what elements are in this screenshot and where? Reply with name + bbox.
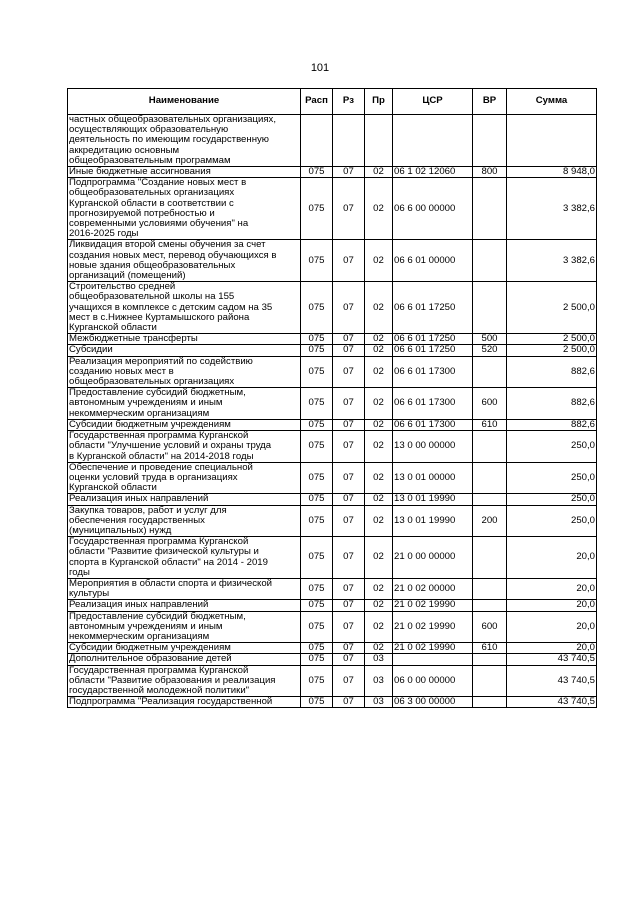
table-row (68, 115, 597, 167)
pr-cell: 02 (365, 419, 393, 430)
header-sum: Сумма (507, 89, 597, 115)
rz-cell: 07 (333, 282, 365, 334)
header-pr: Пр (365, 89, 393, 115)
row-name-line: Субсидии бюджетным учреждениям (69, 419, 231, 430)
rz-cell: 07 (333, 462, 365, 494)
row-name-line: общеобразовательных организациях (69, 187, 235, 199)
row-name-line: деятельность по имеющим государственную (69, 134, 269, 146)
header-rasp: Расп (301, 89, 333, 115)
row-name-line: Подпрограмма "Реализация государственной (69, 696, 273, 708)
table-row (68, 167, 597, 178)
row-name-line: культуры (69, 588, 110, 600)
pr-cell: 02 (365, 282, 393, 334)
vr-cell (473, 600, 507, 611)
vr-cell (473, 431, 507, 463)
pr-cell: 02 (365, 578, 393, 599)
rz-cell: 07 (333, 356, 365, 388)
csr-cell: 06 6 01 17250 (393, 334, 473, 345)
rz-cell: 07 (333, 240, 365, 282)
header-name: Наименование (68, 89, 301, 115)
rz-cell: 07 (333, 345, 365, 356)
row-name-cell (68, 282, 301, 334)
table-body (68, 115, 597, 708)
row-name-cell (68, 167, 301, 178)
row-name-line: Субсидии (69, 344, 113, 356)
csr-cell: 06 6 01 17300 (393, 388, 473, 420)
sum-cell: 2 500,0 (507, 282, 597, 334)
row-name-cell (68, 505, 301, 537)
table-row (68, 419, 597, 430)
row-name-line: Строительство средней (69, 281, 176, 293)
csr-cell: 21 0 02 00000 (393, 578, 473, 599)
pr-cell: 02 (365, 431, 393, 463)
pr-cell: 03 (365, 665, 393, 697)
csr-cell: 13 0 00 00000 (393, 431, 473, 463)
row-name-line: Иные бюджетные ассигнования (69, 166, 211, 178)
sum-cell: 43 740,5 (507, 654, 597, 665)
page-number: 101 (310, 62, 330, 74)
pr-cell: 02 (365, 167, 393, 178)
table-row (68, 240, 597, 282)
vr-cell (473, 654, 507, 665)
sum-cell: 43 740,5 (507, 697, 597, 708)
vr-cell (473, 356, 507, 388)
sum-cell: 250,0 (507, 462, 597, 494)
row-name-line: организаций (помещений) (69, 270, 186, 282)
rz-cell: 07 (333, 578, 365, 599)
sum-cell: 20,0 (507, 537, 597, 579)
table-header-row (68, 89, 597, 115)
vr-cell: 520 (473, 345, 507, 356)
pr-cell: 02 (365, 334, 393, 345)
sum-cell: 20,0 (507, 643, 597, 654)
row-name-cell (68, 600, 301, 611)
rz-cell: 07 (333, 431, 365, 463)
row-name-cell (68, 654, 301, 665)
rasp-cell: 075 (301, 505, 333, 537)
sum-cell (507, 115, 597, 167)
row-name-cell (68, 240, 301, 282)
rasp-cell (301, 115, 333, 167)
row-name-line: автономным учреждениям и иным (69, 620, 223, 632)
row-name-line: обеспечения государственных (69, 514, 205, 526)
row-name-line: Обеспечение и проведение специальной (69, 462, 253, 473)
row-name-line: автономным учреждениям и иным (69, 397, 223, 409)
csr-cell: 21 0 00 00000 (393, 537, 473, 579)
vr-cell (473, 240, 507, 282)
row-name-line: прогнозируемой потребностью и (69, 207, 215, 219)
row-name-line: Государственная программа Курганской (69, 665, 249, 676)
rasp-cell: 075 (301, 345, 333, 356)
table-row (68, 578, 597, 599)
table-row (68, 537, 597, 579)
csr-cell: 13 0 01 00000 (393, 462, 473, 494)
rz-cell: 07 (333, 178, 365, 240)
row-name-line: области "Улучшение условий и охраны труда (69, 440, 272, 452)
rz-cell: 07 (333, 494, 365, 505)
csr-cell: 21 0 02 19990 (393, 611, 473, 643)
pr-cell: 02 (365, 494, 393, 505)
row-name-cell (68, 643, 301, 654)
sum-cell: 20,0 (507, 600, 597, 611)
sum-cell: 3 382,6 (507, 240, 597, 282)
rasp-cell: 075 (301, 494, 333, 505)
table-row (68, 505, 597, 537)
row-name-line: созданию новых мест в (69, 365, 174, 377)
row-name-line: создания новых мест, перевод обучающихся в (69, 249, 277, 261)
rasp-cell: 075 (301, 697, 333, 708)
vr-cell (473, 697, 507, 708)
vr-cell: 610 (473, 643, 507, 654)
row-name-line: Подпрограмма "Создание новых мест в (69, 177, 247, 189)
vr-cell: 200 (473, 505, 507, 537)
vr-cell (473, 282, 507, 334)
sum-cell: 20,0 (507, 611, 597, 643)
row-name-line: современными условиями обучения" на (69, 218, 249, 230)
row-name-line: осуществляющих образовательную (69, 124, 229, 136)
sum-cell: 8 948,0 (507, 167, 597, 178)
sum-cell: 2 500,0 (507, 345, 597, 356)
table-row (68, 462, 597, 494)
row-name-line: годы (69, 566, 90, 578)
pr-cell: 02 (365, 462, 393, 494)
row-name-line: Реализация иных направлений (69, 599, 209, 611)
row-name-line: Реализация мероприятий по содействию (69, 356, 253, 367)
row-name-cell (68, 334, 301, 345)
row-name-line: некоммерческим организациям (69, 407, 210, 419)
pr-cell: 02 (365, 600, 393, 611)
rasp-cell: 075 (301, 600, 333, 611)
pr-cell: 02 (365, 240, 393, 282)
rasp-cell: 075 (301, 537, 333, 579)
vr-cell: 500 (473, 334, 507, 345)
row-name-line: Мероприятия в области спорта и физической (69, 578, 273, 589)
rasp-cell: 075 (301, 611, 333, 643)
rz-cell: 07 (333, 611, 365, 643)
rz-cell: 07 (333, 167, 365, 178)
pr-cell: 02 (365, 388, 393, 420)
csr-cell: 13 0 01 19990 (393, 505, 473, 537)
budget-table (67, 88, 597, 708)
pr-cell (365, 115, 393, 167)
row-name-cell (68, 345, 301, 356)
csr-cell: 06 6 01 00000 (393, 240, 473, 282)
row-name-line: Курганской области (69, 482, 157, 494)
row-name-line: общеобразовательным программам (69, 154, 231, 166)
table-row (68, 697, 597, 708)
rz-cell: 07 (333, 419, 365, 430)
table-row (68, 654, 597, 665)
vr-cell (473, 178, 507, 240)
rasp-cell: 075 (301, 334, 333, 345)
row-name-line: государственной молодежной политики" (69, 684, 250, 696)
vr-cell: 600 (473, 611, 507, 643)
rasp-cell: 075 (301, 431, 333, 463)
row-name-cell (68, 115, 301, 167)
row-name-line: области "Развитие физической культуры и (69, 546, 259, 558)
vr-cell (473, 578, 507, 599)
row-name-line: (муниципальных) нужд (69, 524, 172, 536)
pr-cell: 02 (365, 178, 393, 240)
rasp-cell: 075 (301, 356, 333, 388)
row-name-line: Курганской области в соответствии с (69, 197, 234, 209)
row-name-cell (68, 356, 301, 388)
row-name-line: общеобразовательной школы на 155 (69, 291, 235, 303)
row-name-line: Дополнительное образование детей (69, 653, 232, 665)
row-name-line: 2016-2025 годы (69, 228, 139, 240)
table-row (68, 643, 597, 654)
row-name-line: мест в с.Нижнее Куртамышского района (69, 311, 250, 323)
rasp-cell: 075 (301, 240, 333, 282)
row-name-line: Закупка товаров, работ и услуг для (69, 505, 227, 516)
rasp-cell: 075 (301, 462, 333, 494)
row-name-line: новые здания общеобразовательных (69, 259, 236, 271)
rasp-cell: 075 (301, 665, 333, 697)
table-row (68, 431, 597, 463)
rasp-cell: 075 (301, 654, 333, 665)
row-name-line: спорта в Курганской области" на 2014 - 2019 (69, 556, 268, 568)
row-name-cell (68, 388, 301, 420)
vr-cell (473, 537, 507, 579)
sum-cell: 3 382,6 (507, 178, 597, 240)
sum-cell: 882,6 (507, 356, 597, 388)
rasp-cell: 075 (301, 419, 333, 430)
pr-cell: 03 (365, 654, 393, 665)
row-name-line: Государственная программа Курганской (69, 430, 249, 442)
csr-cell: 13 0 01 19990 (393, 494, 473, 505)
header-vr: ВР (473, 89, 507, 115)
table-row (68, 282, 597, 334)
csr-cell: 06 6 00 00000 (393, 178, 473, 240)
sum-cell: 250,0 (507, 505, 597, 537)
row-name-line: оценки условий труда в организациях (69, 471, 238, 483)
row-name-cell (68, 611, 301, 643)
table-row (68, 611, 597, 643)
rasp-cell: 075 (301, 388, 333, 420)
csr-cell: 06 6 01 17250 (393, 345, 473, 356)
row-name-cell (68, 419, 301, 430)
rz-cell: 07 (333, 697, 365, 708)
rasp-cell: 075 (301, 578, 333, 599)
vr-cell (473, 494, 507, 505)
row-name-line: Предоставление субсидий бюджетным, (69, 387, 246, 399)
rasp-cell: 075 (301, 178, 333, 240)
pr-cell: 02 (365, 356, 393, 388)
rz-cell: 07 (333, 334, 365, 345)
rz-cell: 07 (333, 388, 365, 420)
vr-cell (473, 665, 507, 697)
table-row (68, 356, 597, 388)
table-row (68, 178, 597, 240)
rz-cell: 07 (333, 643, 365, 654)
pr-cell: 02 (365, 643, 393, 654)
csr-cell (393, 654, 473, 665)
rz-cell (333, 115, 365, 167)
csr-cell (393, 115, 473, 167)
rasp-cell: 075 (301, 167, 333, 178)
row-name-line: области "Развитие образования и реализация (69, 674, 276, 686)
pr-cell: 02 (365, 611, 393, 643)
csr-cell: 06 6 01 17250 (393, 282, 473, 334)
rasp-cell: 075 (301, 282, 333, 334)
row-name-line: некоммерческим организациям (69, 630, 210, 642)
csr-cell: 06 0 00 00000 (393, 665, 473, 697)
sum-cell: 882,6 (507, 388, 597, 420)
csr-cell: 06 3 00 00000 (393, 697, 473, 708)
vr-cell: 610 (473, 419, 507, 430)
rasp-cell: 075 (301, 643, 333, 654)
row-name-cell (68, 494, 301, 505)
row-name-cell (68, 578, 301, 599)
header-csr: ЦСР (393, 89, 473, 115)
sum-cell: 43 740,5 (507, 665, 597, 697)
row-name-line: учащихся в комплексе с детским садом на 35 (69, 301, 273, 313)
pr-cell: 03 (365, 697, 393, 708)
row-name-cell (68, 665, 301, 697)
row-name-line: Субсидии бюджетным учреждениям (69, 642, 231, 654)
csr-cell: 21 0 02 19990 (393, 600, 473, 611)
rz-cell: 07 (333, 505, 365, 537)
rz-cell: 07 (333, 600, 365, 611)
row-name-line: частных общеобразовательных организациях, (69, 114, 277, 125)
row-name-cell (68, 537, 301, 579)
rz-cell: 07 (333, 665, 365, 697)
row-name-cell (68, 431, 301, 463)
row-name-cell (68, 462, 301, 494)
row-name-line: Курганской области (69, 322, 157, 334)
pr-cell: 02 (365, 345, 393, 356)
csr-cell: 06 6 01 17300 (393, 419, 473, 430)
csr-cell: 06 1 02 12060 (393, 167, 473, 178)
vr-cell (473, 462, 507, 494)
vr-cell: 800 (473, 167, 507, 178)
pr-cell: 02 (365, 537, 393, 579)
sum-cell: 20,0 (507, 578, 597, 599)
table-row (68, 494, 597, 505)
table-row (68, 600, 597, 611)
table-row (68, 665, 597, 697)
row-name-line: аккредитацию основным (69, 144, 180, 156)
row-name-line: общеобразовательных организациях (69, 376, 235, 388)
row-name-line: Ликвидация второй смены обучения за счет (69, 239, 266, 251)
table-row (68, 388, 597, 420)
table-row (68, 334, 597, 345)
vr-cell (473, 115, 507, 167)
rz-cell: 07 (333, 654, 365, 665)
sum-cell: 250,0 (507, 494, 597, 505)
header-rz: Рз (333, 89, 365, 115)
table-row (68, 345, 597, 356)
sum-cell: 2 500,0 (507, 334, 597, 345)
row-name-cell (68, 178, 301, 240)
csr-cell: 06 6 01 17300 (393, 356, 473, 388)
row-name-line: Реализация иных направлений (69, 493, 209, 505)
csr-cell: 21 0 02 19990 (393, 643, 473, 654)
sum-cell: 882,6 (507, 419, 597, 430)
row-name-line: Предоставление субсидий бюджетным, (69, 611, 246, 622)
row-name-line: Межбюджетные трансферты (69, 333, 198, 345)
vr-cell: 600 (473, 388, 507, 420)
row-name-cell (68, 697, 301, 708)
row-name-line: Государственная программа Курганской (69, 536, 249, 548)
sum-cell: 250,0 (507, 431, 597, 463)
pr-cell: 02 (365, 505, 393, 537)
row-name-line: в Курганской области" на 2014-2018 годы (69, 450, 254, 462)
rz-cell: 07 (333, 537, 365, 579)
